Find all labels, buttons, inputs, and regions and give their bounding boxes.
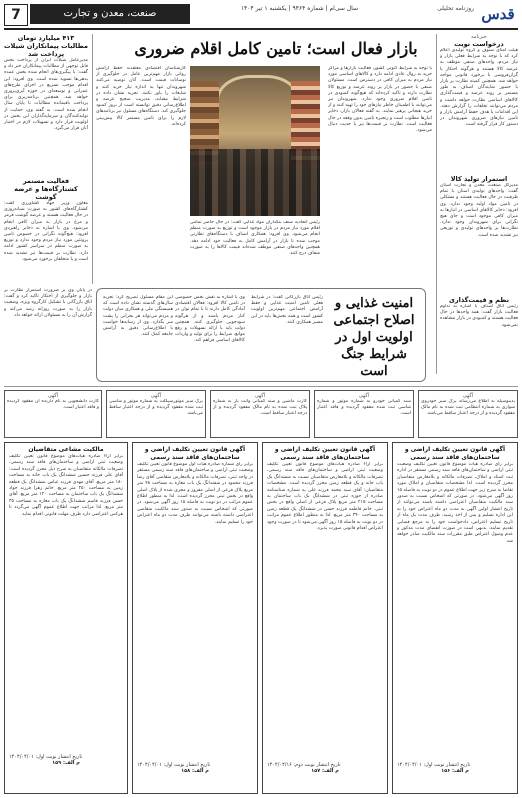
legal-ad-date: تاریخ انتشار نوبت اول: ۱۴۰۴/۰۴/۰۱ <box>397 762 471 768</box>
feature-lead: رئیس اتاق بازرگانی گفت: در شرایط فعلی تامین امنیت غذایی و حفظ آرامش اجتماعی مهم‌ترین اولویت کشور است و همه بخش‌ها باید در این مسیر همکاری کنند. <box>251 295 323 325</box>
legal-ad-title: آگهی قانون تعیین تکلیف اراضی و ساختمان‌های فاقد سند رسمی <box>404 446 506 461</box>
legal-ad-body: برابر آراء صادره هیأت‌های موضوع قانون تعیین تکلیف وضعیت ثبتی اراضی و ساختمان‌های فاقد سند رسمی، تصرفات مالکانه و بلامعارض متقاضیان نسبت به ششدانگ یک باب خانه و یک قطعه زمین محرز گردیده است. مشخصات متقاضیان: آقای سید محمد فرزند علی به شماره شناسنامه صادره از حوزه ثبتی در ششدانگ یک باب ساختمان به مساحت ۲۱۵ متر مربع پلاک فرعی از اصلی واقع در بخش ثبتی. خانم فاطمه فرزند حسن در ششدانگ یک قطعه زمین به مساحت ۳۴۰ متر مربع. لذا به منظور اطلاع عموم مراتب در دو نوبت به فاصله ۱۵ روز آگهی می‌شود تا در صورت وجود اعتراض اقدام قانونی صورت پذیرد. <box>267 462 383 532</box>
left-sidebar-title-2: فعالیت مستمر کشتارگاه‌ها و عرضه گوشت <box>14 177 78 201</box>
legal-ad-body: برابر رأی صادره هیأت موضوع قانون تعیین تکلیف وضعیت ثبتی اراضی و ساختمان‌های فاقد سند رسمی مستقر در اداره ثبت اسناد و املاک، تصرفات مالکانه و بلامعارض متقاضیان محرز گردیده است. لذا مشخصات متقاضیان و املاک مورد تقاضا به شرح زیر جهت اطلاع عموم در دو نوبت به فاصله ۱۵ روز آگهی می‌شود. در صورتی که اشخاص نسبت به صدور سند مالکیت متقاضیان اعتراضی داشته باشند می‌توانند از تاریخ انتشار اولین آگهی به مدت دو ماه اعتراض خود را به این اداره تسلیم و پس از اخذ رسید، ظرف مدت یک ماه از تاریخ تسلیم اعتراض، دادخواست خود را به مرجع قضایی تقدیم نمایند. بدیهی است در صورت انقضای مدت مذکور و عدم وصول اعتراض طبق مقررات سند مالکیت صادر خواهد شد. <box>397 462 513 544</box>
legal-ad-body: برابر رأی شماره صادره هیأت اول موضوع قانون تعیین تکلیف وضعیت ثبتی اراضی و ساختمان‌های فاقد سند رسمی مستقر در واحد ثبتی، تصرفات مالکانه و بلامعارض متقاضی آقای رضا فرزند محمود در ششدانگ یک باب مغازه به مساحت ۴۸ متر مربع پلاک فرعی از اصلی مفروز و مجزی شده از پلاک اصلی واقع در بخش ثبتی محرز گردیده است. لذا به منظور اطلاع عموم مراتب در دو نوبت به فاصله ۱۵ روز آگهی می‌شود. در صورتی که اشخاص نسبت به صدور سند مالکیت متقاضی اعتراضی داشته باشند می‌توانند ظرف مدت دو ماه اعتراض خود را تسلیم نمایند. <box>137 462 253 525</box>
notice-body: کارت ماشین و سند کمپانی وانت بار به شماره پلاک ثبت شده به نام مالک مفقود گردیده و از درجه اعتبار ساقط است. <box>213 399 307 417</box>
legal-ad-code: م الف: ۱۵۹ <box>52 760 80 766</box>
main-article-col-1: با توجه به شرایط کنونی کشور، فعالیت بازارها و مراکز خرید به روال عادی ادامه دارد و کالاهای اساسی مورد نیاز مردم به میزان کافی در دسترس است. مسئولان صنفی با حضور در بازار بر روند عرضه و توزیع کالا نظارت دارند و تاکید کرده‌اند که هیچ‌گونه کمبودی در تامین اقلام ضروری وجود ندارد. شهروندان نیز می‌توانند با اطمینان خاطر نیازهای خود را تهیه کنند و از خرید هیجانی پرهیز نمایند. به گفته فعالان بازار، ذخایر انبارها مطلوب است و زنجیره تامین بدون وقفه در حال فعالیت است. نظارت بر قیمت‌ها نیز با جدیت دنبال می‌شود. <box>328 66 432 134</box>
issue-meta: سال سی‌ام | شماره ۹۴۶۴ | یکشنبه ۱ تیر ۱۴۰۴ <box>240 5 358 12</box>
left-sidebar-title: ۴۱۳ میلیارد تومان مطالبات پیمانکاران شیلات پرداخت شد <box>4 34 88 58</box>
sidebar-kicker: خبرنامه <box>471 34 487 40</box>
legal-ad-title: مالکیت مشاعی متقاضیان <box>28 446 104 453</box>
legal-ad-title: آگهی قانون تعیین تکلیف اراضی و ساختمان‌های فاقد سند رسمی <box>144 446 246 461</box>
legal-ad-code: م الف: ۱۵۶ <box>441 768 469 774</box>
main-headline: بازار فعال است؛ تامین کامل اقلام ضروری <box>134 39 418 58</box>
section-title: صنعت، معدن و تجارت <box>30 4 190 24</box>
notice-kicker: آگهی <box>254 393 266 399</box>
legal-ad-code: م الف: ۱۵۸ <box>181 768 209 774</box>
legal-ad-date: تاریخ انتشار نوبت اول: ۱۴۰۴/۰۴/۰۱ <box>137 762 211 768</box>
legal-ad-2 <box>262 442 388 794</box>
legal-ad-code: م الف: ۱۵۷ <box>311 768 339 774</box>
legal-ad-body: برابر آراء صادره هیأت‌های موضوع قانون تعیین تکلیف وضعیت ثبتی اراضی و ساختمان‌های فاقد سند رسمی، تصرفات مالکانه متقاضیان به شرح ذیل محرز گردیده است: آقای علی فرزند حسین ششدانگ یک باب خانه به مساحت ۱۸۰ متر مربع. آقای مهدی فرزند عباس ششدانگ یک قطعه زمین به مساحت ۲۵۰ متر مربع. خانم زهرا فرزند جواد ششدانگ یک باب ساختمان به مساحت ۱۲۰ متر مربع. آقای حسن فرزند قاسم ششدانگ یک باب مغازه به مساحت ۳۵ متر مربع. لذا مراتب جهت اطلاع عموم آگهی می‌گردد تا هرکس اعتراضی دارد ظرف مهلت قانونی اقدام نماید. <box>9 454 123 517</box>
legal-ad-date: تاریخ انتشار نوبت دوم: ۱۴۰۴/۰۴/۱۶ <box>267 762 341 768</box>
notice-1 <box>418 390 518 438</box>
legal-ad-title: آگهی قانون تعیین تکلیف اراضی و ساختمان‌های فاقد سند رسمی <box>274 446 376 461</box>
left-sidebar-body-2: معاون وزیر جهاد کشاورزی گفت: کشتارگاه‌های کشور به صورت شبانه‌روزی در حال فعالیت هستند و عرضه گوشت قرمز و مرغ در بازار به میزان کافی انجام می‌شود. وی با اشاره به ذخایر راهبردی افزود: هیچ‌گونه نگرانی در خصوص تامین پروتئین مورد نیاز مردم وجود ندارد و توزیع به صورت منظم در سراسر کشور ادامه دارد. نظارت بر قیمت‌ها نیز تشدید شده است و با متخلفان برخورد می‌شود. <box>4 201 88 262</box>
legal-ad-4 <box>4 442 128 794</box>
section-rule <box>4 386 518 387</box>
sidebar-body-3: رئیس اتاق اصناف با اشاره به تداوم فعالیت بازار گفت: همه واحدها در حال فعالیت هستند و کمبودی در بازار مشاهده نمی‌شود. <box>440 304 518 328</box>
sidebar-title-3: نظم و قیمت‌گذاری <box>448 296 510 304</box>
legal-ad-3 <box>132 442 258 794</box>
notice-body: سند کمپانی خودرو به شماره موتور و شماره شاسی ثبت شده مفقود گردیده و فاقد اعتبار است. <box>317 399 411 417</box>
bazaar-photo <box>190 66 320 216</box>
notice-body: کارت دانشجویی به نام دارنده آن مفقود گردیده و فاقد اعتبار است. <box>7 399 99 411</box>
newspaper-logo: قدس <box>481 5 515 23</box>
main-article-col-3: کارشناسان اقتصادی معتقدند حفظ آرامش روانی بازار مهم‌ترین عامل در جلوگیری از نوسانات قیمت است. آنان توصیه می‌کنند شهروندان تنها به اندازه نیاز خرید کنند و شایعات را باور نکنند. تجربه نشان داده در شرایط مشابه، مدیریت صحیح عرضه و اطلاع‌رسانی دقیق توانسته است از بروز کمبود جلوگیری کند. دستگاه‌های مسئول نیز برنامه‌های لازم را برای تامین مستمر کالا پیش‌بینی کرده‌اند. <box>96 66 186 127</box>
feature-pull-quote: امنیت غذایی و اصلاح اجتماعی اولویت اول در شرایط جنگ است <box>333 296 415 379</box>
notice-3 <box>210 390 310 438</box>
notice-kicker: آگهی <box>47 393 59 399</box>
column-divider <box>436 34 437 374</box>
notice-2 <box>314 390 414 438</box>
sidebar-body: هیئت امنای صنوف و گروه تولیدی اعلام کرد که با توجه به شرایط فعلی بازار و نیاز مردم، واحدهای صنفی موظف به عرضه کالا هستند و هرگونه احتکار یا گران‌فروشی با برخورد قانونی مواجه خواهد شد. همچنین کمیته نظارت بر بازار با حضور نمایندگان اصناف به طور مستمر بر روند عرضه و قیمت‌گذاری کالاهای اساسی نظارت خواهد داشت و مردم می‌توانند تخلفات را گزارش دهند. این اقدامات با هدف حفظ آرامش بازار و تامین نیازهای ضروری شهروندان در دستور کار قرار گرفته است. <box>440 48 518 128</box>
sidebar-body-2: مدیرکل صنعت، معدن و تجارت استان گفت: واحدهای تولیدی استان با تمام ظرفیت در حال فعالیت هستند و مشکلی در تامین مواد اولیه وجود ندارد. وی افزود: ذخایر کالاهای اساسی در انبارها به میزان کافی موجود است و جای هیچ نگرانی برای شهروندان وجود ندارد. نظارت‌ها بر واحدهای تولیدی و توزیعی نیز تشدید شده است. <box>440 183 518 238</box>
masthead <box>4 4 518 28</box>
left-sidebar <box>4 34 88 284</box>
notice-5 <box>4 390 102 438</box>
page-number: 7 <box>4 4 28 26</box>
notice-body: بدینوسیله به اطلاع می‌رساند برگ سبز خودروی سواری به شماره انتظامی ثبت شده به نام مالک مفقود گردیده و از درجه اعتبار ساقط می‌باشد. <box>421 399 515 417</box>
notice-4 <box>106 390 206 438</box>
legal-ad-date: تاریخ انتشار نوبت اول: ۱۴۰۴/۰۴/۰۱ <box>9 754 83 760</box>
notice-kicker: آگهی <box>150 393 162 399</box>
sidebar-title: درخواست نوبت <box>454 40 504 48</box>
main-article-col-2: رئیس اتحادیه صنف بنکداران مواد غذایی گفت: در حال حاضر تمامی اقلام مورد نیاز مردم در بازار موجود است و توزیع به صورت منظم انجام می‌شود. وی افزود: همکاری اصناف با دستگاه‌های نظارتی موجب شده تا بازار در آرامش کامل به فعالیت خود ادامه دهد. همچنین واحدهای صنفی موظف شده‌اند قیمت کالاها را به صورت شفاف درج کنند. <box>190 220 320 257</box>
feature-box <box>96 288 426 382</box>
tagline: روزنامه تحلیلی <box>437 5 474 12</box>
legal-ad-1 <box>392 442 518 794</box>
feature-col-b: این مقام مسئول تصریح کرد: تجربه سال‌های گذشته نشان داده است که همبستگی ملی و همکاری میان دولت و مردم می‌تواند هر بحرانی را پشت سر بگذارد. وی از رسانه‌ها خواست با اطلاع‌رسانی دقیق به آرامش جامعه کمک کنند. <box>103 295 173 338</box>
feature-col-a: وی با اشاره به نقش بخش خصوصی در تامین کالا افزود: فعالان اقتصادی آمادگی کامل دارند تا با تمام توان در کنار مردم باشند و از هرگونه سودجویی جلوگیری کنند. همچنین دولت باید با ارائه تسهیلات و رفع موانع، شرایط را برای تولید و واردات کالاهای اساسی فراهم کند. <box>175 295 245 344</box>
notice-body: برگ سبز موتورسیکلت به شماره موتور و شاسی ثبت شده مفقود گردیده و از درجه اعتبار ساقط می‌باشد. <box>109 399 203 417</box>
notice-kicker: آگهی <box>462 393 474 399</box>
masthead-rule <box>4 28 518 30</box>
right-sidebar <box>440 34 518 374</box>
sidebar-title-2: استمرار تولید کالا <box>450 175 508 183</box>
left-sidebar-body: مدیرعامل شیلات ایران از پرداخت بخش قابل توجهی از مطالبات پیمانکاران خبر داد و گفت: با پیگیری‌های انجام شده بخش عمده بدهی‌ها تسویه شده است. وی افزود: این اقدام موجب تسریع در اجرای طرح‌های عمرانی و توسعه‌ای در حوزه آبزی‌پروری خواهد شد. همچنین برنامه‌ریزی برای پرداخت باقیمانده مطالبات تا پایان سال انجام شده است. به گفته وی، حمایت از تولیدکنندگان و سرمایه‌گذاران این بخش در اولویت قرار دارد و تسهیلات لازم در اختیار آنان قرار می‌گیرد. <box>4 58 88 132</box>
feature-col-c: در پایان وی بر ضرورت استمرار نظارت بر بازار و جلوگیری از احتکار تاکید کرد و گفت: اتاق بازرگانی با تشکیل کارگروه ویژه، وضعیت بازار را به صورت روزانه رصد می‌کند و گزارش آن را به مسئولان ارائه خواهد داد. <box>4 288 92 318</box>
notice-kicker: آگهی <box>358 393 370 399</box>
column-divider <box>92 34 93 284</box>
